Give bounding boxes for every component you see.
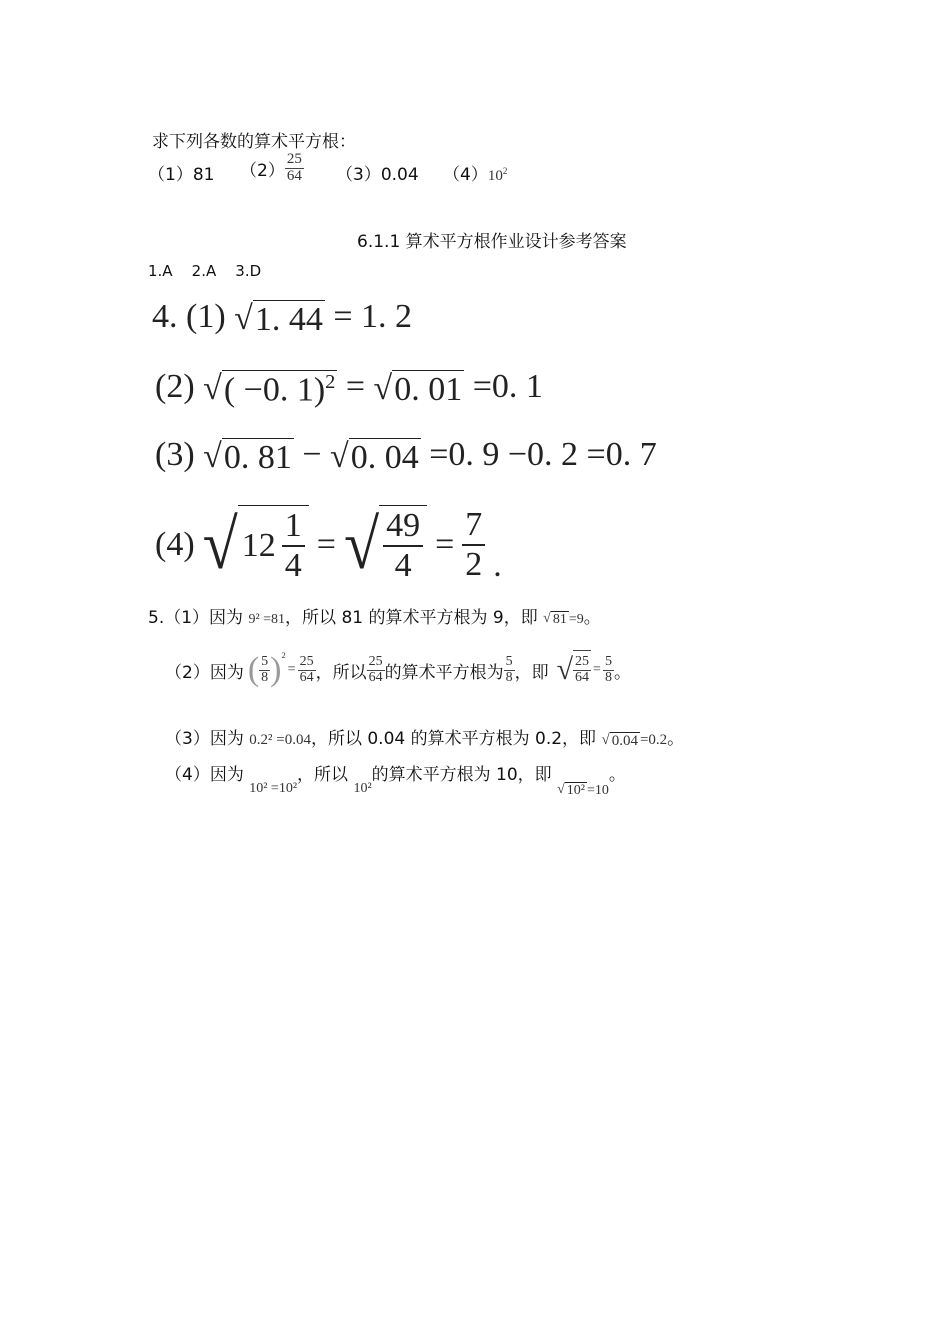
equals: = bbox=[316, 526, 336, 563]
radical: √ ( −0. 1)$^2$ bbox=[203, 369, 336, 408]
denominator: 64 bbox=[286, 167, 302, 184]
exercise-item-3 bbox=[336, 160, 419, 185]
exercise-item-2 bbox=[240, 152, 304, 185]
radicand: 0. 04 bbox=[350, 438, 419, 476]
q4-label: (4) bbox=[155, 526, 195, 563]
q5-text: 5.（1）因为 bbox=[148, 608, 244, 628]
radical: √ $\frac{25}{64}$ bbox=[557, 650, 591, 690]
fraction: $\frac{5}{8}$ bbox=[505, 653, 513, 685]
period: . bbox=[493, 547, 502, 584]
fraction: $\frac{7}{2}$ bbox=[462, 508, 485, 582]
equals: = bbox=[345, 368, 366, 405]
q5-line2 bbox=[165, 650, 631, 690]
radicand: 0. 01 bbox=[394, 370, 463, 408]
exercise-item-1 bbox=[148, 160, 214, 185]
fraction bbox=[285, 152, 304, 185]
q5-text: （2）因为 bbox=[165, 662, 244, 683]
radical: √ 0. 04 bbox=[330, 437, 419, 476]
exercise-item-4 bbox=[443, 160, 507, 185]
q5-text: ，所以 0.04 的算术平方根为 0.2，即 bbox=[310, 729, 597, 749]
fraction: $\frac{5}{8}$ bbox=[261, 653, 269, 685]
fraction: $\frac{5}{8}$ bbox=[604, 653, 612, 685]
q5-line1 bbox=[148, 603, 601, 628]
radical: √ 49 4 bbox=[344, 505, 427, 585]
equation: 0.2² =0.04 bbox=[249, 732, 311, 748]
result: =10 bbox=[586, 783, 609, 798]
fraction: 1 4 bbox=[282, 509, 305, 583]
fraction: $\frac{25}{64}$ bbox=[368, 653, 383, 685]
q5-text: ，所以 81 的算术平方根为 9，即 bbox=[285, 608, 538, 628]
whole-number: 12 bbox=[241, 526, 276, 564]
radical: √ 12 1 4 bbox=[203, 505, 309, 585]
equals: = bbox=[287, 662, 296, 677]
q5-line3 bbox=[165, 724, 684, 750]
q5-text: 的算术平方根为 bbox=[384, 662, 504, 683]
q5-line4 bbox=[165, 760, 626, 799]
value: 10² bbox=[353, 781, 372, 796]
exercise-item-label: （4） bbox=[443, 165, 488, 185]
q5-text: ，即 bbox=[514, 662, 549, 683]
q5-text: 的算术平方根为 10，即 bbox=[371, 765, 552, 785]
exercise-item-label: （1） bbox=[148, 165, 193, 185]
radical: √ 81 bbox=[543, 611, 567, 628]
minus: − bbox=[302, 436, 322, 473]
exponent: 2 bbox=[281, 651, 286, 660]
radical: √ 1. 44 bbox=[234, 299, 323, 338]
q5-text: ，所以 bbox=[297, 765, 349, 785]
equals: = bbox=[435, 526, 455, 563]
equation bbox=[557, 650, 614, 690]
exercise-title: 求下列各数的算术平方根： bbox=[152, 132, 356, 152]
answer-heading: 6.1.1 算术平方根作业设计参考答案 bbox=[357, 232, 627, 252]
q5-text: 。 bbox=[613, 662, 631, 683]
q4-result: = 1. 2 bbox=[333, 298, 413, 335]
q4-label: (3) bbox=[155, 436, 195, 473]
exponent: 2 bbox=[325, 370, 336, 393]
radicand: 0. 81 bbox=[223, 438, 292, 476]
q5-text: 。 bbox=[667, 729, 685, 749]
exercise-item-value: 81 bbox=[192, 165, 215, 185]
choice-answers: 1.A 2.A 3.D bbox=[148, 262, 262, 280]
radical: √ 0. 81 bbox=[203, 437, 292, 476]
result: =0.2 bbox=[639, 732, 668, 748]
q5-text: 。 bbox=[608, 765, 626, 785]
fraction: $\frac{25}{64}$ bbox=[299, 653, 314, 685]
exponent: 2 bbox=[502, 166, 508, 176]
q5-text: （4）因为 bbox=[165, 765, 244, 785]
q5-text: ，所以 bbox=[315, 662, 367, 683]
equals: = bbox=[593, 662, 601, 677]
exercise-item-label: （3） bbox=[336, 165, 381, 185]
q5-text: （3）因为 bbox=[165, 729, 244, 749]
q5-text: 。 bbox=[583, 608, 601, 628]
equation: ( $\frac{5}{8}$ ) $^2$ = $\frac{25}{64}$ bbox=[247, 651, 314, 688]
q4-result: =0. 1 bbox=[472, 368, 543, 405]
q4-result: =0. 9 −0. 2 =0. 7 bbox=[429, 436, 657, 473]
numerator: 25 bbox=[286, 151, 302, 167]
q4-label: 4. (1) bbox=[152, 298, 226, 335]
q4-part3 bbox=[155, 436, 657, 477]
radical: √ 10² bbox=[557, 782, 585, 799]
equation: 10² =10² bbox=[249, 781, 298, 796]
q4-label: (2) bbox=[155, 368, 195, 405]
radical: √ 0. 01 bbox=[373, 369, 463, 408]
q4-part4 bbox=[155, 505, 502, 585]
q4-part2 bbox=[155, 368, 543, 409]
radicand: ( −0. 1) bbox=[223, 370, 326, 408]
base: 10 bbox=[487, 168, 503, 184]
radical: √ 0.04 bbox=[601, 731, 638, 749]
fraction: 49 4 bbox=[383, 509, 423, 583]
radicand: 1. 44 bbox=[254, 300, 323, 338]
exercise-item-value: 0.04 bbox=[380, 165, 419, 185]
equation: 9² =81 bbox=[248, 612, 286, 627]
exercise-item-label: （2） bbox=[240, 160, 285, 181]
result: =9 bbox=[568, 612, 584, 627]
q4-part1 bbox=[152, 298, 412, 339]
